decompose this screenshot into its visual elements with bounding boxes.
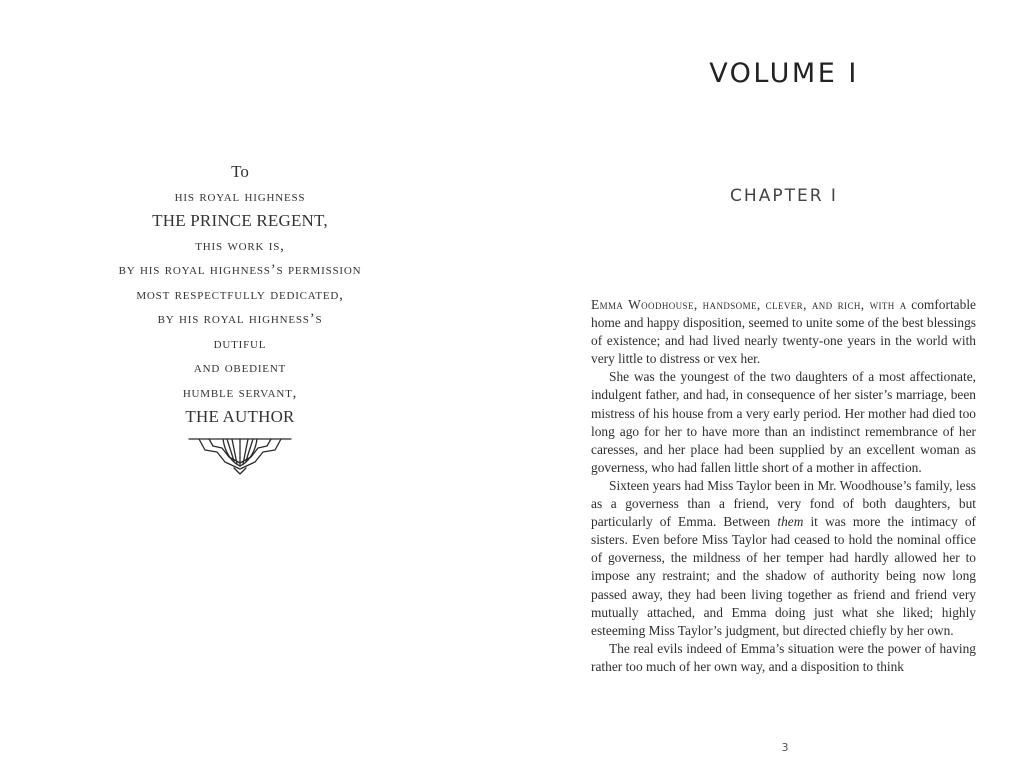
dedication-line: his royal highness <box>174 188 306 205</box>
chapter-title: CHAPTER I <box>730 186 838 206</box>
dedication-block <box>60 160 420 476</box>
dedication-author: THE AUTHOR <box>185 407 295 426</box>
paragraph-text: it was more the intimacy of sisters. Even before Miss Taylor had ceased to hold the nominal office of governess, the mildness of her temper had hardly allowed her to impose any restraint; and the shadow of authority being now long passed away, they had been living together as friend and friend very mutually attached, and Emma doing just what she liked; highly esteeming Miss Taylor’s judgment, but directed chiefly by her own. <box>591 514 976 638</box>
dedication-line: and obedient <box>193 360 287 376</box>
paragraph-text: Sixteen years had Miss Taylor been in Mr. Woodhouse’s family, less as a governess than a friend, very fond of both daughters, but particularly of Emma. Between <box>591 477 976 530</box>
dedication-line: humble servant, <box>182 384 298 401</box>
paragraph <box>591 296 976 368</box>
page-number: 3 <box>781 741 789 754</box>
dedication-line: dutiful <box>213 335 267 352</box>
paragraph <box>591 477 976 640</box>
paragraph: The real evils indeed of Emma’s situation were the power of having rather too much of her own way, and a disposition to think <box>591 640 976 674</box>
volume-title: VOLUME I <box>709 58 859 89</box>
paragraph: She was the youngest of the two daughters of a most affectionate, indulgent father, and had, in consequence of her sister’s marriage, been mistress of his house from a very early period. Her mother had died too long ago for her to have more than an indistinct remembrance of her caresses, and her place had been supplied by an excellent woman as governess, who had fallen little short of a mother in affection. <box>591 369 976 475</box>
dedication-line: by his royal highness’s permission <box>118 262 362 278</box>
emphasis-text: them <box>777 514 804 530</box>
dedication-to: To <box>231 162 249 181</box>
dedication-line: by his royal highness’s <box>157 311 323 327</box>
opening-small-caps: Emma Woodhouse, handsome, clever, and rich, with a <box>591 297 907 312</box>
dedication-line: this work is, <box>195 237 285 254</box>
paragraph-text: comfortable home and happy disposition, seemed to unite some of the best blessings of existence; and had lived nearly twenty-one years in the world with very little to distress or vex her. <box>591 297 976 367</box>
dedication-line: most respectfully dedicated, <box>136 286 344 303</box>
chapter-body-text <box>591 296 976 716</box>
art-deco-fan-ornament-icon <box>187 436 293 476</box>
dedication-prince-regent: THE PRINCE REGENT, <box>152 211 328 230</box>
